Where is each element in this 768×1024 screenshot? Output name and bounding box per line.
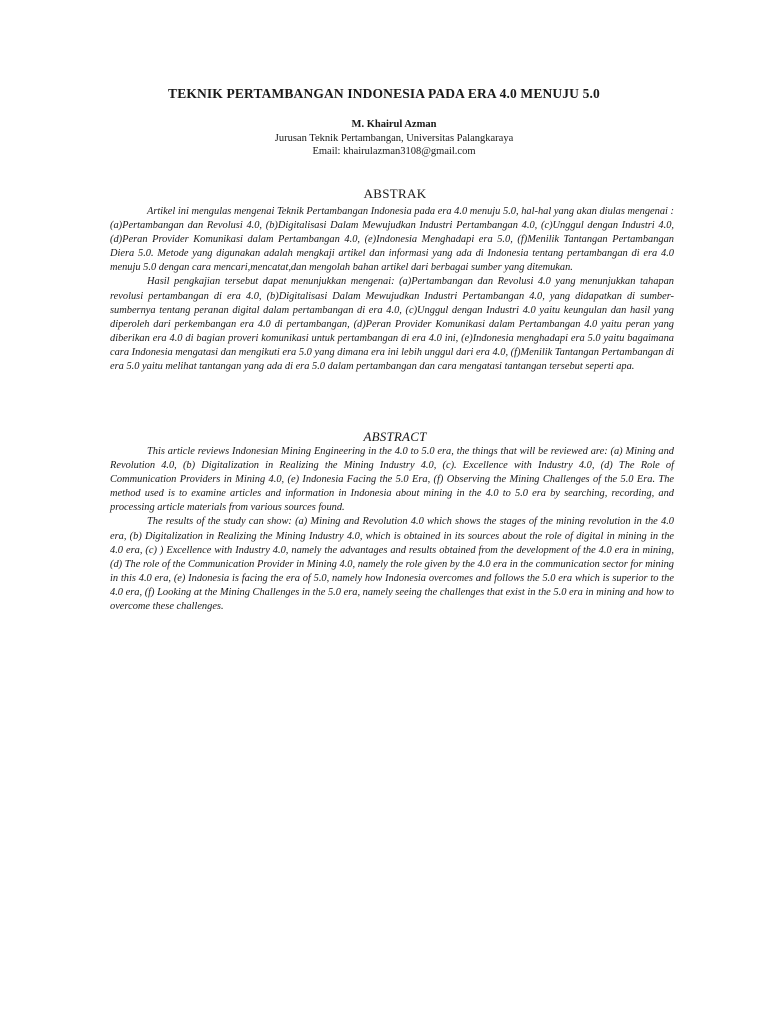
paper-title: TEKNIK PERTAMBANGAN INDONESIA PADA ERA 4.0 MENUJU 5.0: [168, 86, 600, 101]
abstrak-body: [110, 205, 674, 374]
abstrak-paragraph: Hasil pengkajian tersebut dapat menunjukkan mengenai: (a)Pertambangan dan Revolusi 4.0 yang menunjukkan tahapan revolusi pertambangan di era 4.0, (b)Digitalisasi Dalam Mewujudkan Industri Pertambangan 4.0, yang didapatkan di sumber-sumbernya tentang peranan digital dalam pertambangan di era 4.0, (c)Unggul dengan Industri 4.0 yaitu keungulan dan hasil yang diperoleh dari perkembangan era 4.0 di pertambangan, (d)Peran Provider Komunikasi dalam Pertambangan 4.0 yaitu peran yang diberikan era 4.0 di bagian proveri komunikasi untuk pertambangan di era 4.0 ini, (e)Indonesia menghadapi era 5.0 yaitu bagaimana cara Indonesia mengatasi dan mengikuti era 5.0 yang dimana era ini lebih unggul dari era 4.0, (f)Menilik Tantangan Pertambangan di era 5.0 yaitu melihat tantangan yang ada di era 5.0 dalam pertambangan dan cara mengatasi tantangan tersebut seperti apa.: [110, 276, 674, 373]
author-affiliation: Jurusan Teknik Pertambangan, Universitas Palangkaraya: [274, 132, 514, 144]
author-name: M. Khairul Azman: [351, 119, 437, 130]
author-block: [0, 118, 768, 159]
abstrak-heading: ABSTRAK: [363, 186, 427, 201]
abstract-heading: ABSTRACT: [363, 429, 427, 444]
abstract-paragraph: The results of the study can show: (a) Mining and Revolution 4.0 which shows the stages of the mining revolution in the 4.0 era, (b) Digitalization in Realizing the Mining Industry 4.0, which is obtained in its sources about the role of digital in mining in the 4.0 era, (c) ) Excellence with Industry 4.0, namely the advantages and results obtained from the development of the 4.0 era in mining, (d) The role of the Communication Provider in Mining 4.0, namely the role given by the 4.0 era in the communication sector for mining in this 4.0 era, (e) Indonesia is facing the era of 5.0, namely how Indonesia overcomes and follows the 5.0 era which is superior to the 4.0 era, (f) Looking at the Mining Challenges in the 5.0 era, namely seeing the challenges that exist in the 5.0 era in mining and how to overcome these challenges.: [110, 516, 674, 613]
author-email: Email: khairulazman3108@gmail.com: [312, 146, 476, 157]
abstrak-paragraph: Artikel ini mengulas mengenai Teknik Pertambangan Indonesia pada era 4.0 menuju 5.0, hal-hal yang akan diulas mengenai :(a)Pertambangan dan Revolusi 4.0, (b)Digitalisasi Dalam Mewujudkan Industri Pertambangan 4.0, (c)Unggul dengan Industri 4.0, (d)Peran Provider Komunikasi dalam Pertambangan 4.0, (e)Indonesia Menghadapi era 5.0, (f)Menilik Tantangan Pertambangan Diera 5.0. Metode yang digunakan adalah mengkaji artikel dan informasi yang ada di Indonesia tentang pertambangan di era 4.0 menuju 5.0 dengan cara mencari,mencatat,dan mengolah bahan artikel dari berbagai sumber yang ditemukan.: [110, 206, 674, 274]
abstract-body: [110, 445, 674, 614]
abstract-paragraph: This article reviews Indonesian Mining Engineering in the 4.0 to 5.0 era, the things that will be reviewed are: (a) Mining and Revolution 4.0, (b) Digitalization in Realizing the Mining Industry 4.0, (c). Excellence with Industry 4.0, (d) The Role of Communication Providers in Mining 4.0, (e) Indonesia Facing the 5.0 Era, (f) Observing the Mining Challenges of the 5.0 Era. The method used is to examine articles and information in Indonesia about mining in the 4.0 to 5.0 era by searching, recording, and processing article materials from various sources found.: [110, 446, 674, 514]
